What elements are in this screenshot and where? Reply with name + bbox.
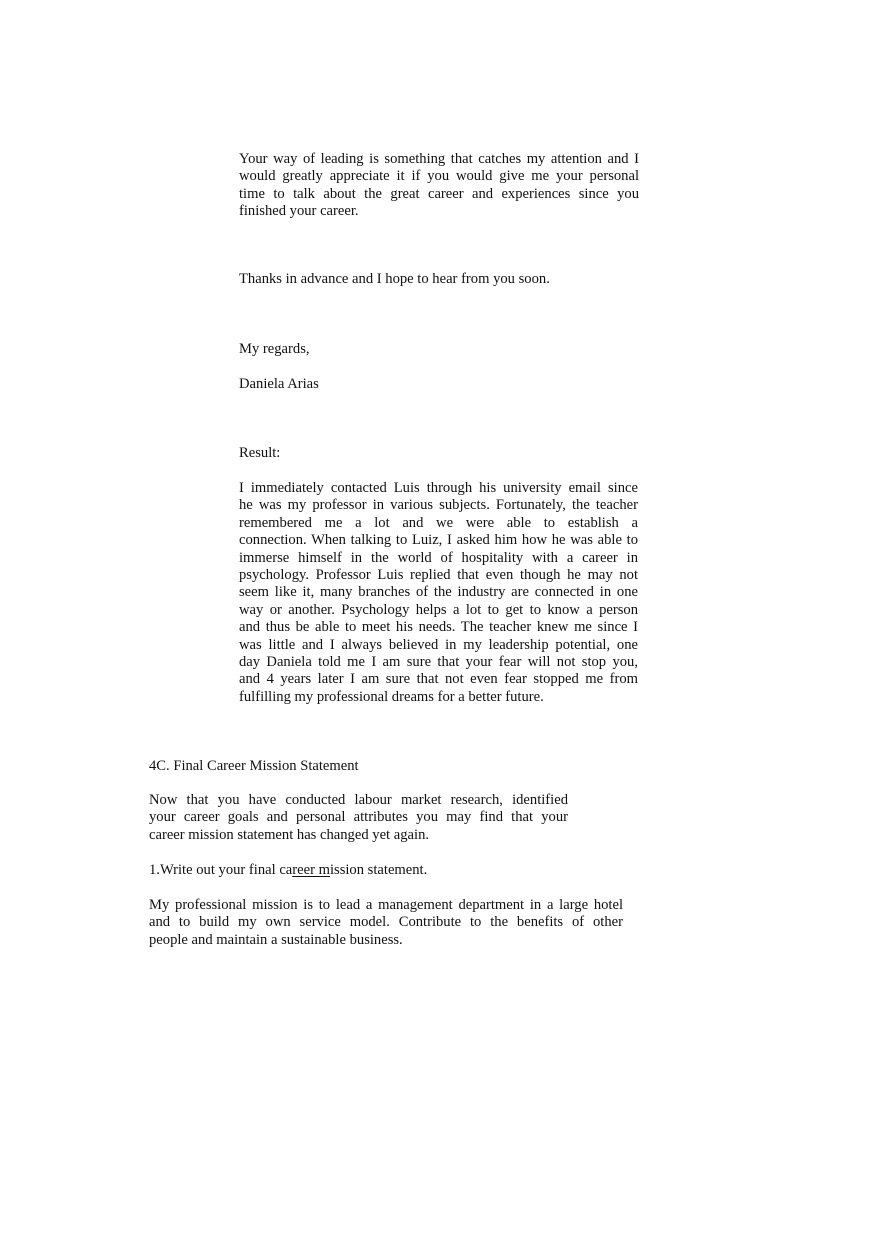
result-line: I immediately contacted Luis through his university email since: [239, 480, 638, 496]
section-heading: 4C. Final Career Mission Statement: [149, 758, 359, 774]
result-line: was little and I always believed in my leadership potential, one: [239, 636, 638, 653]
question-text: ission statement.: [329, 862, 428, 878]
question-line: [149, 862, 427, 879]
letter-line: time to talk about the great career and experiences since you: [239, 185, 639, 202]
result-line: immerse himself in the world of hospitality with a career in: [239, 549, 638, 566]
mission-line: My professional mission is to lead a management department in a large hotel: [149, 897, 623, 913]
letter-line: Your way of leading is something that catches my attention and I: [239, 151, 639, 167]
intro-line: your career goals and personal attributes you may find that your: [149, 809, 568, 826]
result-line: he was my professor in various subjects. Fortunately, the teacher: [239, 497, 638, 514]
question-underlined-text: reer m: [292, 862, 330, 878]
letter-paragraph: [239, 151, 639, 221]
result-line: remembered me a lot and we were able to establish a: [239, 514, 638, 531]
mission-line: people and maintain a sustainable business.: [149, 931, 403, 948]
letter-line: would greatly appreciate it if you would give me your personal: [239, 168, 639, 185]
result-line: psychology. Professor Luis replied that even though he may not: [239, 567, 638, 584]
mission-statement: [149, 897, 623, 949]
result-line: and 4 years later I am sure that not even fear stopped me from: [239, 671, 638, 688]
result-line: way or another. Psychology helps a lot to get to know a person: [239, 601, 638, 618]
intro-line: Now that you have conducted labour market research, identified: [149, 792, 568, 808]
result-line: and thus be able to meet his needs. The teacher knew me since I: [239, 619, 638, 636]
result-paragraph: [239, 480, 638, 706]
intro-line: career mission statement has changed yet again.: [149, 826, 430, 843]
result-heading: Result:: [239, 445, 281, 461]
result-line: connection. When talking to Luiz, I asked him how he was able to: [239, 532, 638, 549]
letter-thanks: Thanks in advance and I hope to hear from you soon.: [239, 271, 550, 287]
mission-line: and to build my own service model. Contribute to the benefits of other: [149, 914, 623, 931]
result-line: seem like it, many branches of the industry are connected in one: [239, 584, 638, 601]
letter-line: finished your career.: [239, 203, 359, 220]
question-text: 1.Write out your final ca: [149, 862, 293, 878]
result-line: day Daniela told me I am sure that your fear will not stop you,: [239, 654, 638, 671]
letter-closing: My regards,: [239, 341, 310, 357]
result-line: fulfilling my professional dreams for a better future.: [239, 688, 544, 705]
letter-signature: Daniela Arias: [239, 376, 319, 392]
section-intro: [149, 792, 568, 844]
